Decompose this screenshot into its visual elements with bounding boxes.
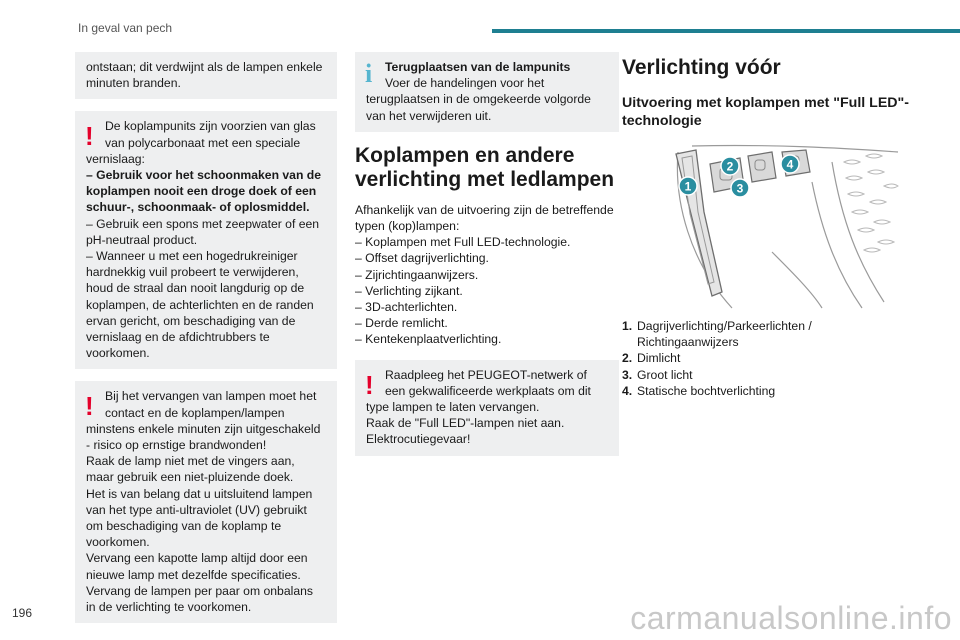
watermark: carmanualsonline.info	[630, 600, 952, 636]
legend-text: Dagrijverlichting/Parkeerlichten / Richtingaanwijzers	[637, 319, 812, 350]
warning-paragraph: Raak de lamp niet met de vingers aan, maar gebruik een niet-pluizende doek.	[86, 454, 295, 485]
warning-line-2: een gekwalificeerde werkplaats om dit	[385, 383, 591, 398]
figure-marker-2	[721, 157, 739, 175]
subheading-full-led: Uitvoering met koplampen met "Full LED"-technologie	[622, 95, 909, 129]
list-item: – Derde remlicht.	[355, 316, 448, 331]
figure-marker-4	[781, 155, 799, 173]
legend-text: Statische bochtverlichting	[637, 383, 776, 398]
list-item: – Offset dagrijverlichting.	[355, 251, 489, 266]
legend-text: Groot licht	[637, 367, 693, 382]
warning-line-2: van polycarbonaat met een speciale	[105, 135, 301, 150]
warning-paragraph: Vervang een kapotte lamp altijd door een nieuwe lamp met dezelfde specificaties.	[86, 551, 308, 582]
warning-line-1: De koplampunits zijn voorzien van glas	[105, 119, 316, 134]
warning-bullet-bold: – Gebruik voor het schoonmaken van de koplampen nooit een droge doek of een schuur-, schoonmaak- of oplosmiddel.	[86, 168, 322, 215]
legend-number: 4.	[622, 383, 633, 398]
headlamp-drawing	[622, 142, 900, 310]
figure-legend	[622, 318, 912, 399]
warning-paragraph: Het is van belang dat u uitsluitend lampen van het type anti-ultraviolet (UV) gebruikt om beschadiging van de koplamp te voorkomen.	[86, 486, 313, 550]
column-middle	[355, 52, 619, 468]
info-box-refitting	[355, 52, 619, 132]
legend-item	[622, 367, 912, 383]
figure-marker-label: 2	[726, 159, 734, 174]
headlamp-illustration	[622, 142, 900, 310]
info-icon: i	[365, 59, 373, 88]
legend-item	[622, 383, 912, 399]
warning-line-1: Raadpleeg het PEUGEOT-netwerk of	[385, 367, 587, 382]
info-title: Terugplaatsen van de lampunits	[385, 60, 571, 74]
warning-line-1: Bij het vervangen van lampen moet het	[105, 389, 317, 404]
warning-bullet: – Gebruik een spons met zeepwater of een pH-neutraal product.	[86, 216, 320, 247]
legend-text: Dimlicht	[637, 351, 681, 366]
list-item: – Verlichting zijkant.	[355, 283, 463, 298]
warning-line-2: contact en de koplampen/lampen	[105, 405, 285, 420]
legend-number: 1.	[622, 319, 633, 333]
warning-box-polycarbonate	[75, 111, 337, 369]
warning-bullet: – Wanneer u met een hogedrukreiniger hardnekkig vuil probeert te verwijderen, houd de straal dan nooit langdurig op de koplampen, de achterlichten en de randen ervan gericht, om beschadiging van de vernislaag en de afdichtrubbers te voorkomen.	[86, 249, 314, 361]
list-item: – Koplampen met Full LED-technologie.	[355, 235, 571, 250]
legend-item	[622, 350, 912, 366]
figure-marker-1	[679, 177, 697, 195]
running-header: In geval van pech	[78, 21, 173, 35]
legend-number: 2.	[622, 351, 633, 366]
info-text: terugplaatsen in de omgekeerde volgorde van het verwijderen uit.	[366, 92, 591, 123]
figure-marker-label: 4	[786, 157, 794, 172]
warning-icon: !	[365, 369, 374, 400]
legend-item	[622, 318, 912, 350]
page-number: 196	[12, 606, 33, 620]
continued-note-box	[75, 52, 337, 99]
figure-marker-label: 3	[736, 181, 744, 196]
info-line-1: Voer de handelingen voor het	[385, 76, 545, 91]
list-item: – Kentekenplaatverlichting.	[355, 332, 502, 347]
warning-paragraph: Vervang de lampen per paar om onbalans in de verlichting te voorkomen.	[86, 583, 313, 615]
warning-text: vernislaag:	[86, 151, 145, 166]
section-heading-front-lighting: Verlichting vóór	[622, 56, 781, 79]
warning-box-led	[355, 360, 619, 456]
warning-icon: !	[85, 121, 94, 152]
warning-paragraph: Raak de "Full LED"-lampen niet aan. Elektrocutiegevaar!	[366, 416, 565, 447]
warning-text: minstens enkele minuten zijn uitgeschakeld - risico op ernstige brandwonden!	[86, 421, 321, 453]
figure-marker-3	[731, 179, 749, 197]
legend-number: 3.	[622, 367, 633, 382]
led-lamp-list	[355, 202, 619, 348]
list-item: – Zijrichtingaanwijzers.	[355, 267, 479, 282]
warning-text: type lampen te laten vervangen.	[366, 400, 540, 415]
warning-icon: !	[85, 391, 94, 422]
header-accent-bar	[492, 29, 960, 33]
column-left	[75, 52, 337, 635]
column-right	[622, 52, 912, 399]
continued-note-text: ontstaan; dit verdwijnt als de lampen enkele minuten branden.	[86, 60, 323, 91]
section-heading-led: Koplampen en andere verlichting met ledlampen	[355, 143, 615, 191]
list-item: – 3D-achterlichten.	[355, 300, 458, 315]
figure-marker-label: 1	[684, 179, 692, 194]
led-intro: Afhankelijk van de uitvoering zijn de betreffende typen (kop)lampen:	[355, 202, 614, 234]
warning-box-replacing-lamps	[75, 381, 337, 623]
